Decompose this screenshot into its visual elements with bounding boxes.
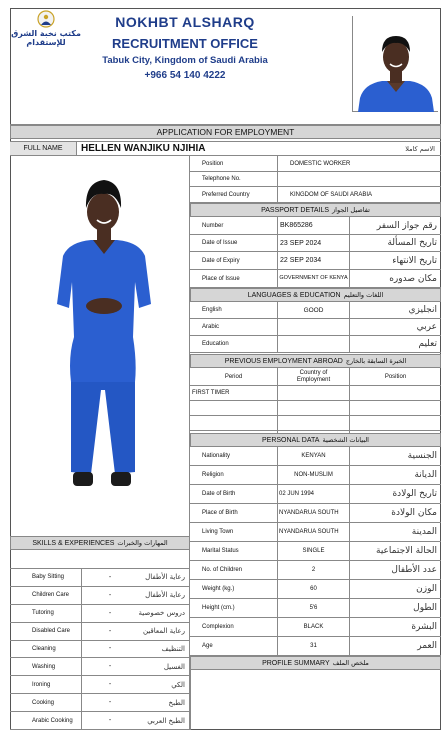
personal-data-value: 02 JUN 1994	[278, 485, 350, 503]
language-row	[190, 336, 441, 353]
previous-employment-title-arabic: الخبرة السابقة بالخارج	[345, 357, 407, 365]
job-value: DOMESTIC WORKER	[290, 160, 351, 167]
skill-arabic-label: الكي	[138, 676, 190, 693]
period-header: Period	[190, 368, 278, 385]
skills-table	[10, 569, 190, 730]
personal-data-label: Nationality	[190, 447, 278, 465]
skill-row	[10, 658, 190, 676]
personal-data-arabic-label: عدد الأطفال	[391, 565, 437, 575]
personal-data-label: Living Town	[190, 523, 278, 541]
skill-row	[10, 676, 190, 694]
skill-value: -	[108, 627, 112, 635]
skill-label: Baby Sitting	[10, 569, 82, 586]
skill-label: Cooking	[10, 694, 82, 711]
personal-data-arabic-label: المدينة	[411, 527, 437, 537]
profile-summary-title-arabic: ملخص الملف	[332, 659, 369, 667]
personal-data-label: Complexion	[190, 618, 278, 636]
skill-value: -	[108, 591, 112, 599]
job-label: Position	[190, 156, 278, 171]
previous-employment-row	[190, 386, 441, 401]
passport-row	[190, 252, 441, 270]
personal-data-row	[190, 618, 441, 637]
previous-employment-section-header	[190, 354, 441, 368]
skills-title-arabic: المهارات والخبرات	[117, 539, 168, 547]
passport-arabic-label: رقم جواز السفر	[376, 220, 437, 231]
personal-data-value: KENYAN	[278, 447, 350, 465]
language-arabic-label: عربي	[416, 322, 437, 332]
languages-title-arabic: اللغات والتعليم	[343, 291, 384, 299]
personal-data-arabic-label: العمر	[417, 641, 437, 651]
office-type: RECRUITMENT OFFICE	[112, 36, 258, 51]
country-cell	[278, 386, 350, 400]
skill-row	[10, 569, 190, 587]
full-name-value: HELLEN WANJIKU NJIHIA	[81, 143, 206, 154]
language-arabic-label: تعليم	[418, 339, 437, 349]
skill-row	[10, 605, 190, 623]
logo-emblem-icon	[34, 10, 58, 28]
passport-title: PASSPORT DETAILS	[261, 206, 330, 214]
passport-label: Number	[190, 217, 278, 234]
personal-data-label: Religion	[190, 466, 278, 484]
full-name-label: FULL NAME	[10, 142, 77, 155]
applicant-full-body-photo	[55, 172, 165, 512]
skill-row	[10, 712, 190, 730]
skill-label: Tutoring	[10, 605, 82, 622]
personal-data-value: NON-MUSLIM	[278, 466, 350, 484]
language-row	[190, 319, 441, 336]
job-row	[190, 156, 441, 172]
languages-title: LANGUAGES & EDUCATION	[247, 291, 341, 299]
language-label: English	[190, 302, 278, 318]
skill-row	[10, 587, 190, 605]
position-cell	[350, 416, 441, 430]
personal-data-arabic-label: الطول	[413, 603, 437, 613]
skill-value: -	[108, 573, 112, 581]
personal-data-value: 5'6	[278, 599, 350, 617]
personal-data-value: 60	[278, 580, 350, 598]
logo-arabic-text: مكتب نخبة الشرق للإستقدام	[11, 29, 81, 47]
full-name-row	[10, 141, 441, 156]
profile-summary-title: PROFILE SUMMARY	[262, 659, 330, 667]
skill-value: -	[108, 681, 112, 689]
passport-arabic-label: مكان صدوره	[389, 273, 437, 284]
skill-arabic-label: الطبخ	[138, 694, 190, 711]
skill-row	[10, 623, 190, 641]
personal-data-row	[190, 504, 441, 523]
personal-data-table	[190, 447, 441, 656]
personal-data-arabic-label: الجنسية	[407, 451, 437, 461]
skill-value: -	[108, 699, 112, 707]
passport-section-header	[190, 203, 441, 217]
passport-label: Date of Issue	[190, 235, 278, 251]
skill-value: -	[108, 645, 112, 653]
personal-data-row	[190, 542, 441, 561]
language-label: Education	[190, 336, 278, 352]
skill-arabic-label: الطبخ العربي	[138, 712, 190, 729]
personal-data-row	[190, 561, 441, 580]
job-row	[190, 172, 441, 187]
personal-data-title-arabic: البيانات الشخصية	[322, 436, 369, 444]
personal-data-value: BLACK	[278, 618, 350, 636]
skill-label: Cleaning	[10, 641, 82, 658]
personal-data-arabic-label: الحالة الاجتماعية	[376, 546, 437, 556]
country-cell	[278, 416, 350, 430]
skill-value: -	[108, 663, 112, 671]
skill-arabic-label: الغسيل	[138, 658, 190, 675]
personal-data-value: 2	[278, 561, 350, 579]
office-phone: +966 54 140 4222	[144, 70, 226, 81]
passport-value: 22 SEP 2034	[278, 252, 350, 269]
personal-data-value: NYANDARUA SOUTH	[278, 504, 350, 522]
profile-summary-section-header	[190, 656, 441, 670]
applicant-portrait-photo	[356, 26, 436, 112]
office-logo	[11, 10, 81, 50]
personal-data-row	[190, 447, 441, 466]
personal-data-section-header	[190, 433, 441, 447]
language-value	[278, 319, 350, 335]
job-label: Telephone No.	[190, 172, 278, 186]
skill-label: Washing	[10, 658, 82, 675]
skills-section-header	[10, 536, 190, 550]
previous-employment-header-row	[190, 368, 441, 386]
office-name: NOKHBT ALSHARQ	[115, 14, 255, 30]
skill-label: Disabled Care	[10, 623, 82, 640]
period-cell	[190, 401, 278, 415]
language-label: Arabic	[190, 319, 278, 335]
personal-data-label: Date of Birth	[190, 485, 278, 503]
personal-data-row	[190, 580, 441, 599]
personal-data-label: Place of Birth	[190, 504, 278, 522]
previous-employment-title: PREVIOUS EMPLOYMENT ABROAD	[224, 357, 343, 365]
skill-arabic-label: رعاية الأطفال	[138, 587, 190, 604]
skills-blank-row	[10, 550, 190, 569]
personal-data-row	[190, 637, 441, 656]
period-cell: FIRST TIMER	[190, 386, 278, 400]
country-cell	[278, 401, 350, 415]
personal-data-label: Age	[190, 637, 278, 655]
previous-employment-row	[190, 401, 441, 416]
full-name-arabic-label: الاسم كاملا	[405, 144, 435, 153]
passport-value: BK865286	[278, 217, 350, 234]
personal-data-label: Height (cm.)	[190, 599, 278, 617]
passport-row	[190, 235, 441, 252]
personal-data-label: Marital Status	[190, 542, 278, 560]
office-location: Tabuk City, Kingdom of Saudi Arabia	[102, 55, 268, 66]
passport-arabic-label: تاريخ الانتهاء	[392, 255, 437, 266]
country-header: Country of Employment	[278, 368, 350, 385]
personal-data-row	[190, 466, 441, 485]
position-header: Position	[384, 373, 407, 380]
previous-employment-row	[190, 416, 441, 431]
personal-data-value: NYANDARUA SOUTH	[278, 523, 350, 541]
personal-data-row	[190, 523, 441, 542]
passport-row	[190, 217, 441, 235]
position-cell	[350, 386, 441, 400]
skill-value: -	[108, 717, 112, 725]
personal-data-arabic-label: الوزن	[416, 584, 437, 594]
position-cell	[350, 401, 441, 415]
period-cell	[190, 416, 278, 430]
language-arabic-label: انجليزي	[408, 305, 437, 315]
personal-data-value: 31	[278, 637, 350, 655]
personal-data-arabic-label: تاريخ الولادة	[392, 489, 437, 499]
language-row	[190, 302, 441, 319]
personal-data-title: PERSONAL DATA	[262, 436, 320, 444]
personal-data-arabic-label: البشرة	[411, 622, 437, 632]
passport-label: Date of Expiry	[190, 252, 278, 269]
skills-title: SKILLS & EXPERIENCES	[32, 539, 115, 547]
passport-arabic-label: تاريخ المسألة	[387, 238, 437, 248]
skill-row	[10, 641, 190, 659]
passport-row	[190, 270, 441, 288]
language-value: GOOD	[278, 302, 350, 318]
job-label: Preferred Country	[190, 187, 278, 202]
passport-title-arabic: تفاصيل الجواز	[332, 206, 370, 214]
personal-data-row	[190, 485, 441, 504]
skill-row	[10, 694, 190, 712]
profile-summary-box	[190, 670, 441, 730]
skill-label: Children Care	[10, 587, 82, 604]
personal-data-arabic-label: الديانة	[414, 470, 437, 480]
skill-value: -	[108, 609, 112, 617]
personal-data-arabic-label: مكان الولادة	[391, 508, 437, 518]
personal-data-value: SINGLE	[278, 542, 350, 560]
skill-arabic-label: رعاية الأطفال	[138, 569, 190, 586]
personal-data-row	[190, 599, 441, 618]
passport-value: 23 SEP 2024	[278, 235, 350, 251]
personal-data-label: Weight (kg.)	[190, 580, 278, 598]
skill-label: Arabic Cooking	[10, 712, 82, 729]
languages-section-header	[190, 288, 441, 302]
job-row	[190, 187, 441, 203]
application-title: APPLICATION FOR EMPLOYMENT	[156, 127, 295, 137]
skill-arabic-label: التنظيف	[138, 641, 190, 658]
skill-arabic-label: دروس خصوصية	[138, 605, 190, 622]
passport-label: Place of Issue	[190, 270, 278, 287]
passport-value: GOVERNMENT OF KENYA	[278, 270, 350, 287]
language-value	[278, 336, 350, 352]
skill-arabic-label: رعاية المعاقين	[138, 623, 190, 640]
job-value: KINGDOM OF SAUDI ARABIA	[290, 191, 373, 198]
application-title-bar	[10, 125, 441, 139]
job-value	[278, 172, 441, 186]
skill-label: Ironing	[10, 676, 82, 693]
personal-data-label: No. of Children	[190, 561, 278, 579]
